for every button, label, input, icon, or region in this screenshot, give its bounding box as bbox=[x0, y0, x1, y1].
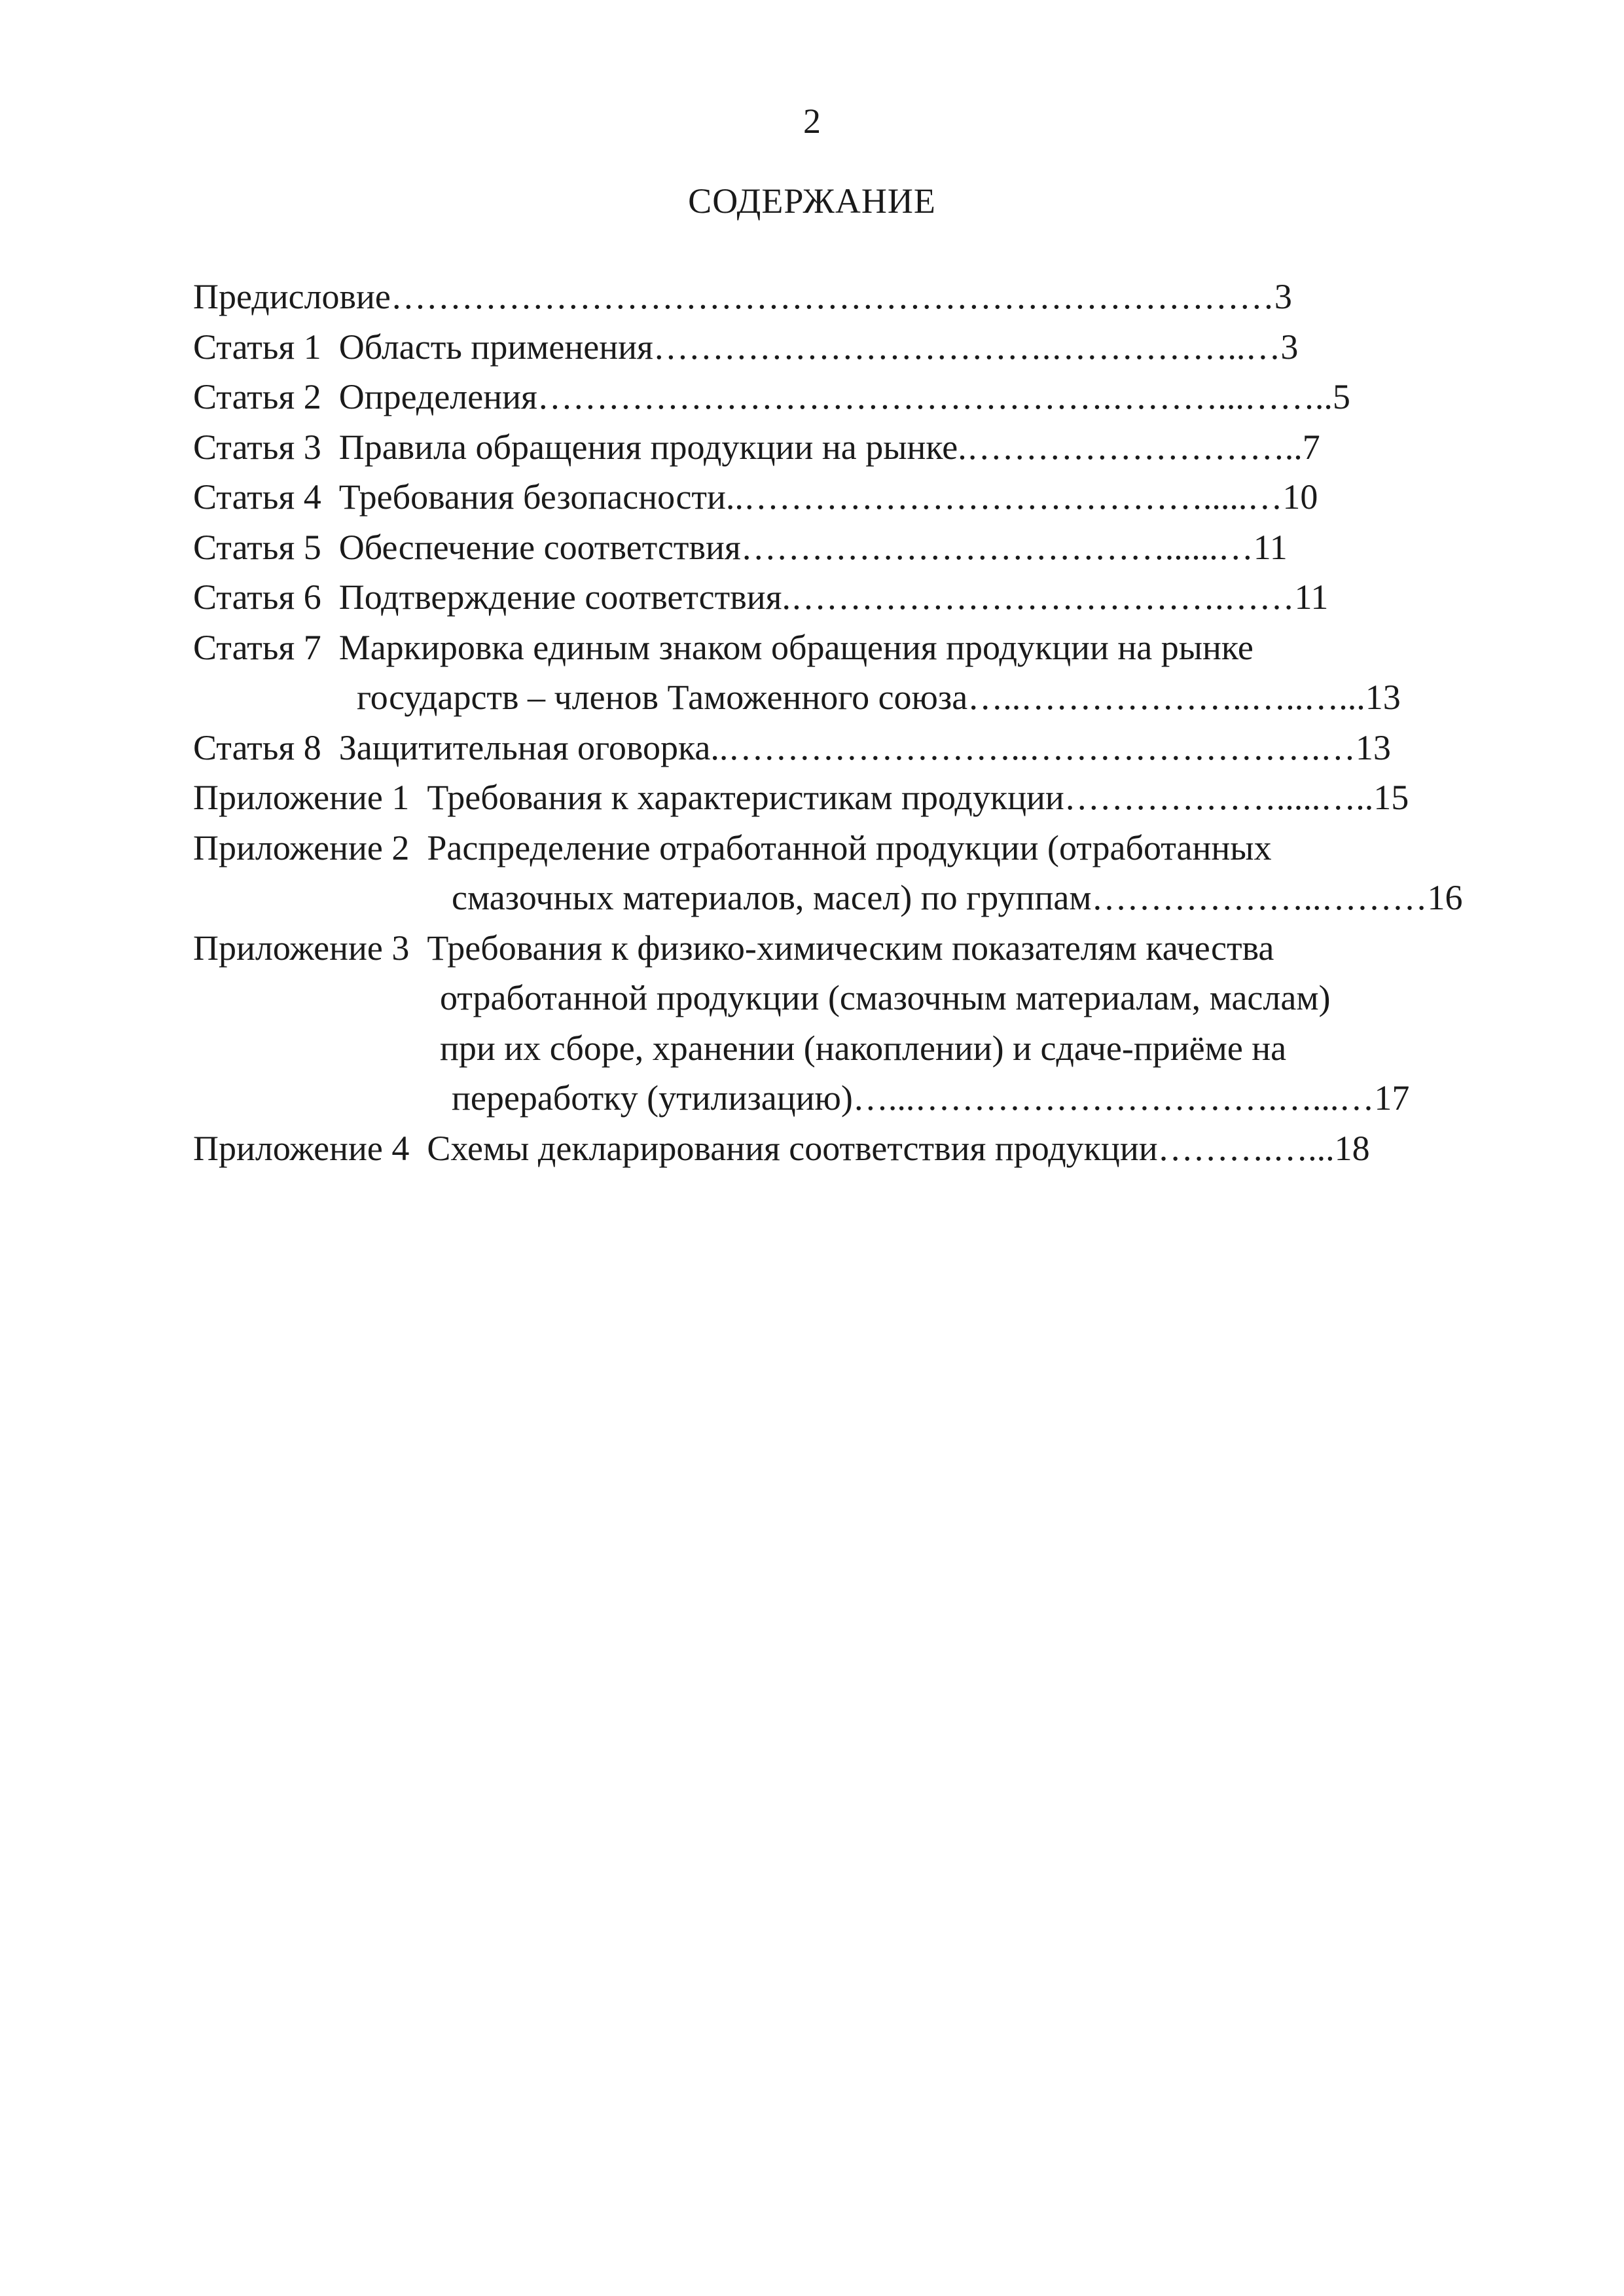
toc-entry-article-7-continued: государств – членов Таможенного союза…..………………..…..…...13 bbox=[357, 678, 1401, 717]
toc-entry-foreword: Предисловие…………………………………………………………………3 bbox=[193, 277, 1292, 316]
toc-entry-article-5: Статья 5 Обеспечение соответствия………………………………......…11 bbox=[193, 528, 1288, 567]
page-number: 2 bbox=[803, 101, 821, 141]
toc-entry-article-6: Статья 6 Подтверждение соответствия.……………………………….……11 bbox=[193, 577, 1329, 617]
toc-entry-appendix-3-continued-2: при их сборе, хранении (накоплении) и сдаче-приёме на bbox=[440, 1029, 1287, 1068]
toc-title: СОДЕРЖАНИЕ bbox=[688, 181, 936, 221]
toc-entry-article-4: Статья 4 Требования безопасности..………………………………….....…10 bbox=[193, 477, 1318, 517]
toc-entry-appendix-2-continued: смазочных материалов, масел) по группам………………..………16 bbox=[452, 878, 1463, 917]
toc-entry-appendix-1: Приложение 1 Требования к характеристикам продукции……………….....…..15 bbox=[193, 778, 1409, 817]
toc-entry-appendix-3: Приложение 3 Требования к физико-химическим показателям качества bbox=[193, 928, 1274, 968]
toc-entry-article-7: Статья 7 Маркировка единым знаком обращения продукции на рынке bbox=[193, 628, 1254, 667]
toc-entry-article-2: Статья 2 Определения………………………………………….………...……..5 bbox=[193, 377, 1350, 416]
toc-entry-appendix-4: Приложение 4 Схемы декларирования соответствия продукции……….…...18 bbox=[193, 1129, 1370, 1168]
toc-entry-appendix-2: Приложение 2 Распределение отработанной продукции (отработанных bbox=[193, 828, 1272, 867]
toc-entry-appendix-3-continued-3: переработку (утилизацию)…...………………………….…...…17 bbox=[452, 1078, 1410, 1118]
toc-entry-article-3: Статья 3 Правила обращения продукции на рынке.………………………..7 bbox=[193, 428, 1320, 467]
toc-entry-article-1: Статья 1 Область применения…………………………….……………..…3 bbox=[193, 327, 1299, 367]
toc-entry-article-8: Статья 8 Защитительная оговорка..……………………..…………………….…13 bbox=[193, 728, 1391, 767]
toc-entry-appendix-3-continued-1: отработанной продукции (смазочным материалам, маслам) bbox=[440, 978, 1331, 1017]
